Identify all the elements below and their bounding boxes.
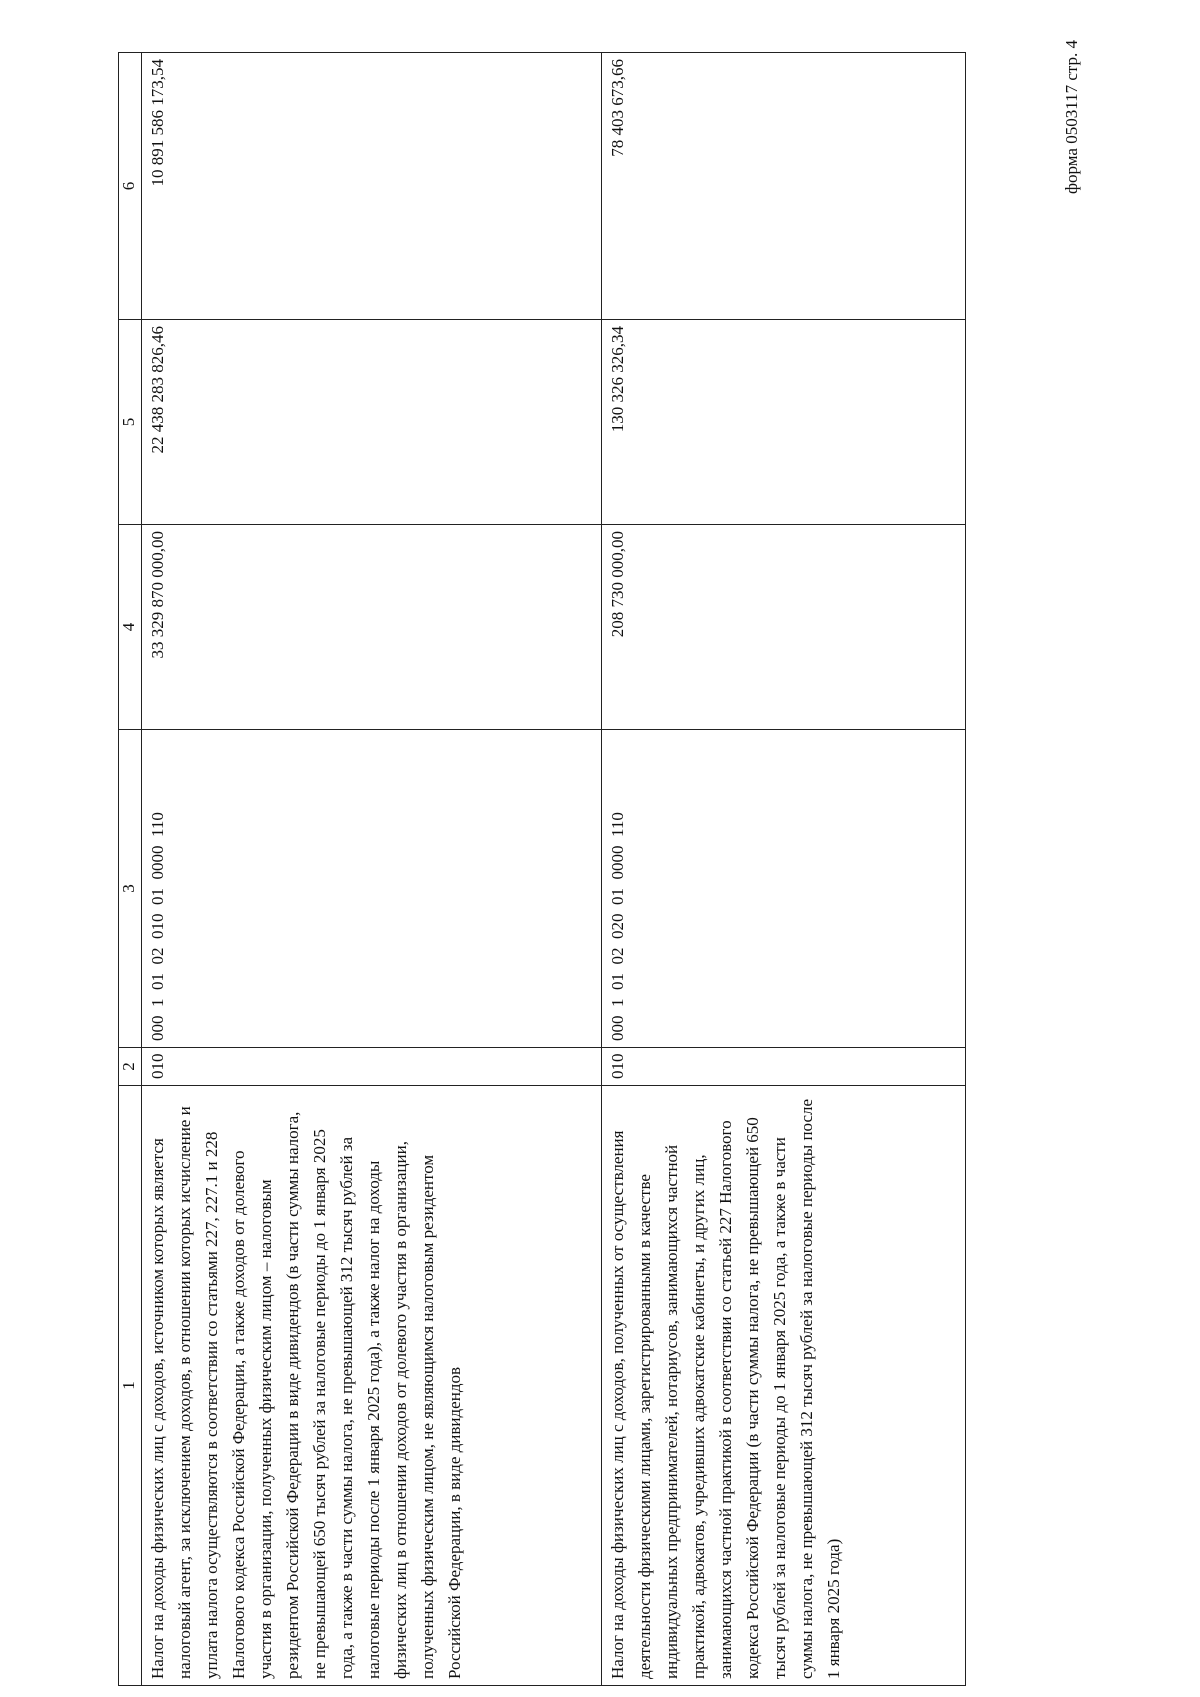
column-number-row [119,53,142,1686]
remaining-amount-cell: 78 403 673,66 [602,53,966,320]
income-name-cell: Налог на доходы физических лиц с доходов, источником которых является налоговый агент, за исключением доходов, в отношении которых исчисление и уплата налога осуществляются в соответствии со статьями 227, 227.1 и 228 Налогового кодекса Российской Федерации, а также доходов от долевого участия в организации, полученных физическим лицом – налоговым резидентом Российской Федерации в виде дивидендов (в части суммы налога, не превышающей 650 тысяч рублей за налоговые периоды до 1 января 2025 года, а также в части суммы налога, не превышающей 312 тысяч рублей за налоговые периоды после 1 января 2025 года), а также налог на доходы физических лиц в отношении доходов от долевого участия в организации, полученных физическим лицом, не являющимся налоговым резидентом Российской Федерации, в виде дивидендов [142,1086,602,1686]
column-header-6: 6 [119,53,142,320]
approved-amount-cell: 33 329 870 000,00 [142,525,602,730]
column-header-4: 4 [119,525,142,730]
remaining-amount-cell: 10 891 586 173,54 [142,53,602,320]
income-report-table [118,52,966,1686]
line-code-cell: 010 [602,1048,966,1086]
table-row [142,53,602,1686]
approved-amount-cell: 208 730 000,00 [602,525,966,730]
income-name-cell: Налог на доходы физических лиц с доходов, полученных от осуществления деятельности физическими лицами, зарегистрированными в качестве индивидуальных предпринимателей, нотариусов, занимающихся частной практикой, адвокатов, учредивших адвокатские кабинеты, и других лиц, занимающихся частной практикой в соответствии со статьей 227 Налогового кодекса Российской Федерации (в части суммы налога, не превышающей 650 тысяч рублей за налоговые периоды до 1 января 2025 года, а также в части суммы налога, не превышающей 312 тысяч рублей за налоговые периоды после 1 января 2025 года) [602,1086,966,1686]
budget-classification-code-cell: 000 1 01 02 010 01 0000 110 [142,730,602,1048]
rotated-table-area [118,52,966,1686]
executed-amount-cell: 22 438 283 826,46 [142,320,602,525]
column-header-1: 1 [119,1086,142,1686]
line-code-cell: 010 [142,1048,602,1086]
column-header-2: 2 [119,1048,142,1086]
table-row [602,53,966,1686]
column-header-5: 5 [119,320,142,525]
budget-classification-code-cell: 000 1 01 02 020 01 0000 110 [602,730,966,1048]
executed-amount-cell: 130 326 326,34 [602,320,966,525]
column-header-3: 3 [119,730,142,1048]
form-page-label: форма 0503117 стр. 4 [1062,40,1081,194]
